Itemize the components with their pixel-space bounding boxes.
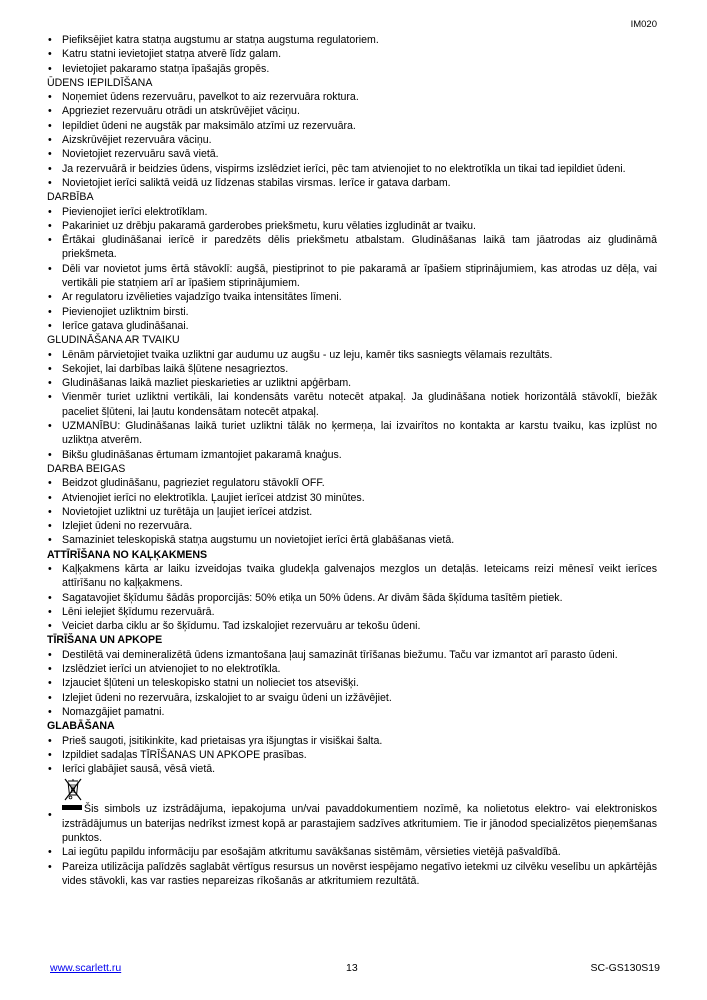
list-item: • Kaļķakmens kārta ar laiku izveidojas tvaika gludekļa galvenajos mezglos un detaļās. Ieteicams reizi mēnesī veikt ierīces attīrīšanu no kaļķakmens. bbox=[47, 562, 657, 591]
manual-content bbox=[47, 33, 657, 888]
list-item: • Izpildiet sadaļas TĪRĪŠANAS UN APKOPE prasības. bbox=[47, 748, 657, 762]
list-item: • Katru statni ievietojiet statņa atverē līdz galam. bbox=[47, 47, 657, 61]
crossed-out-wheeled-bin-icon bbox=[63, 778, 83, 802]
section-heading: TĪRĪŠANA UN APKOPE bbox=[47, 634, 163, 647]
list-item: • Ierīce gatava gludināšanai. bbox=[47, 319, 657, 333]
section-heading: GLABĀŠANA bbox=[47, 720, 115, 733]
list-item: • Sekojiet, lai darbības laikā šļūtene nesagrieztos. bbox=[47, 362, 657, 376]
list-item: • Noņemiet ūdens rezervuāru, pavelkot to aiz rezervuāra roktura. bbox=[47, 90, 657, 104]
list-item: • Izlejiet ūdeni no rezervuāra. bbox=[47, 519, 657, 533]
list-item: • UZMANĪBU: Gludināšanas laikā turiet uzliktni tālāk no ķermeņa, lai izvairītos no kontakta ar karstu tvaiku, kas izplūst no uzliktņa atverēm. bbox=[47, 419, 657, 448]
bullet-list bbox=[47, 648, 657, 719]
list-item: • Veiciet darba ciklu ar šo šķīdumu. Tad izskalojiet rezervuāru ar tekošu ūdeni. bbox=[47, 619, 657, 633]
list-item: • Izjauciet šļūteni un teleskopisko statni un nolieciet tos atsevišķi. bbox=[47, 676, 657, 690]
section-heading: ATTĪRĪŠANA NO KAĻĶAKMENS bbox=[47, 548, 208, 561]
weee-bar-icon bbox=[62, 805, 82, 810]
disposal-item bbox=[47, 776, 657, 845]
list-item: • Novietojiet rezervuāru savā vietā. bbox=[47, 147, 657, 161]
list-item: • Iepildiet ūdeni ne augstāk par maksimālo atzīmi uz rezervuāra. bbox=[47, 119, 657, 133]
list-item: • Pievienojiet uzliktnim birsti. bbox=[47, 305, 657, 319]
list-item: • Izslēdziet ierīci un atvienojiet to no elektrotīkla. bbox=[47, 662, 657, 676]
list-item: • Beidzot gludināšanu, pagrieziet regulatoru stāvoklī OFF. bbox=[47, 476, 657, 490]
bullet-list bbox=[47, 348, 657, 462]
list-item: • Aizskrūvējiet rezervuāra vāciņu. bbox=[47, 133, 657, 147]
website-link[interactable]: www.scarlett.ru bbox=[50, 962, 122, 974]
list-item: • Apgrieziet rezervuāru otrādi un atskrūvējiet vāciņu. bbox=[47, 104, 657, 118]
list-item: • Pakariniet uz drēbju pakaramā garderobes priekšmetu, kuru vēlaties izgludināt ar tvaiku. bbox=[47, 219, 657, 233]
list-item: • Lēnām pārvietojiet tvaika uzliktni gar audumu uz augšu - uz leju, kamēr tiks sasniegts vēlamais rezultāts. bbox=[47, 348, 657, 362]
model-number: SC-GS130S19 bbox=[590, 962, 660, 974]
disposal-list bbox=[47, 776, 657, 888]
section-heading: DARBA BEIGAS bbox=[47, 462, 126, 475]
list-item: • Izlejiet ūdeni no rezervuāra, izskalojiet to ar svaigu ūdeni un izžāvējiet. bbox=[47, 691, 657, 705]
bullet-list bbox=[47, 734, 657, 777]
list-item: • Prieš saugoti, įsitikinkite, kad prietaisas yra išjungtas ir visiškai šalta. bbox=[47, 734, 657, 748]
list-item: • Atvienojiet ierīci no elektrotīkla. Ļaujiet ierīcei atdzist 30 minūtes. bbox=[47, 491, 657, 505]
disposal-info-item: • Pareiza utilizācija palīdzēs saglabāt vērtīgus resursus un novērst iespējamo negatīvo ietekmi uz cilvēku veselību un apkārtējās vides stāvokli, kas var rasties nepareizas rīkošanās ar atkritumiem rezultātā. bbox=[47, 860, 657, 889]
page-number: 13 bbox=[346, 962, 358, 974]
list-item: • Piefiksējiet katra statņa augstumu ar statņa augstuma regulatoriem. bbox=[47, 33, 657, 47]
section-heading: GLUDINĀŠANA AR TVAIKU bbox=[47, 334, 180, 347]
list-item: • Ievietojiet pakaramo statņa īpašajās gropēs. bbox=[47, 62, 657, 76]
list-item: • Sagatavojiet šķīdumu šādās proporcijās: 50% etiķa un 50% ūdens. Ar divām šāda šķīduma tasītēm pietiek. bbox=[47, 591, 657, 605]
bullet-list bbox=[47, 33, 657, 76]
section-heading: DARBĪBA bbox=[47, 191, 94, 204]
list-item: • Ierīci glabājiet sausā, vēsā vietā. bbox=[47, 762, 657, 776]
list-item: • Ja rezervuārā ir beidzies ūdens, vispirms izslēdziet ierīci, pēc tam atvienojiet to no elektrotīkla un tikai tad iepildiet ūdeni. bbox=[47, 162, 657, 176]
document-code: IM020 bbox=[630, 19, 657, 30]
list-item: • Vienmēr turiet uzliktni vertikāli, lai kondensāts varētu notecēt atpakaļ. Ja gludināšana notiek horizontālā stāvoklī, biežāk paceliet šļūteni, lai ļautu kondensātam notecēt atpakaļ. bbox=[47, 390, 657, 419]
list-item: • Bikšu gludināšanas ērtumam izmantojiet pakaramā knaģus. bbox=[47, 448, 657, 462]
section-heading: ŪDENS IEPILDĪŠANA bbox=[47, 76, 153, 89]
list-item: • Samaziniet teleskopiskā statņa augstumu un novietojiet ierīci ērtā glabāšanas vietā. bbox=[47, 533, 657, 547]
bullet-list bbox=[47, 205, 657, 334]
list-item: • Ērtākai gludināšanai ierīcē ir paredzēts dēlis priekšmetu atbalstam. Gludināšanas laikā tam jāatrodas aiz gludināmā priekšmeta. bbox=[47, 233, 657, 262]
list-item: • Destilētā vai demineralizētā ūdens izmantošana ļauj samazināt tīrīšanas biežumu. Taču var izmantot arī parasto ūdeni. bbox=[47, 648, 657, 662]
bullet-list bbox=[47, 562, 657, 633]
list-item: • Gludināšanas laikā mazliet pieskarieties ar uzliktni apģērbam. bbox=[47, 376, 657, 390]
list-item: • Ar regulatoru izvēlieties vajadzīgo tvaika intensitātes līmeni. bbox=[47, 290, 657, 304]
sections-container bbox=[47, 33, 657, 776]
disposal-text: Šis simbols uz izstrādājuma, iepakojuma un/vai pavaddokumentiem nozīmē, ka nolietotus elektro- vai elektroniskos izstrādājumus un baterijas nedrīkst izmest kopā ar parastajiem sadzīves atkritumiem. Tie ir jānodod specializētos pieņemšanas punktos. bbox=[62, 803, 657, 845]
list-item: • Lēni ielejiet šķīdumu rezervuārā. bbox=[47, 605, 657, 619]
list-item: • Pievienojiet ierīci elektrotīklam. bbox=[47, 205, 657, 219]
list-item: • Nomazgājiet pamatni. bbox=[47, 705, 657, 719]
list-item: • Dēli var novietot jums ērtā stāvoklī: augšā, piestiprinot to pie pakaramā ar īpašiem stiprinājumiem, kas atrodas uz dēļa, vai vertikāli pie statņiem arī ar īpašiem stiprinājumiem. bbox=[47, 262, 657, 291]
bullet-list bbox=[47, 476, 657, 547]
bullet-list bbox=[47, 90, 657, 190]
disposal-info-item: • Lai iegūtu papildu informāciju par esošajām atkritumu savākšanas sistēmām, vērsieties vietējā pašvaldībā. bbox=[47, 845, 657, 859]
list-item: • Novietojiet uzliktni uz turētāja un ļaujiet ierīcei atdzist. bbox=[47, 505, 657, 519]
list-item: • Novietojiet ierīci saliktā veidā uz līdzenas stabilas virsmas. Ierīce ir gatava darbam. bbox=[47, 176, 657, 190]
